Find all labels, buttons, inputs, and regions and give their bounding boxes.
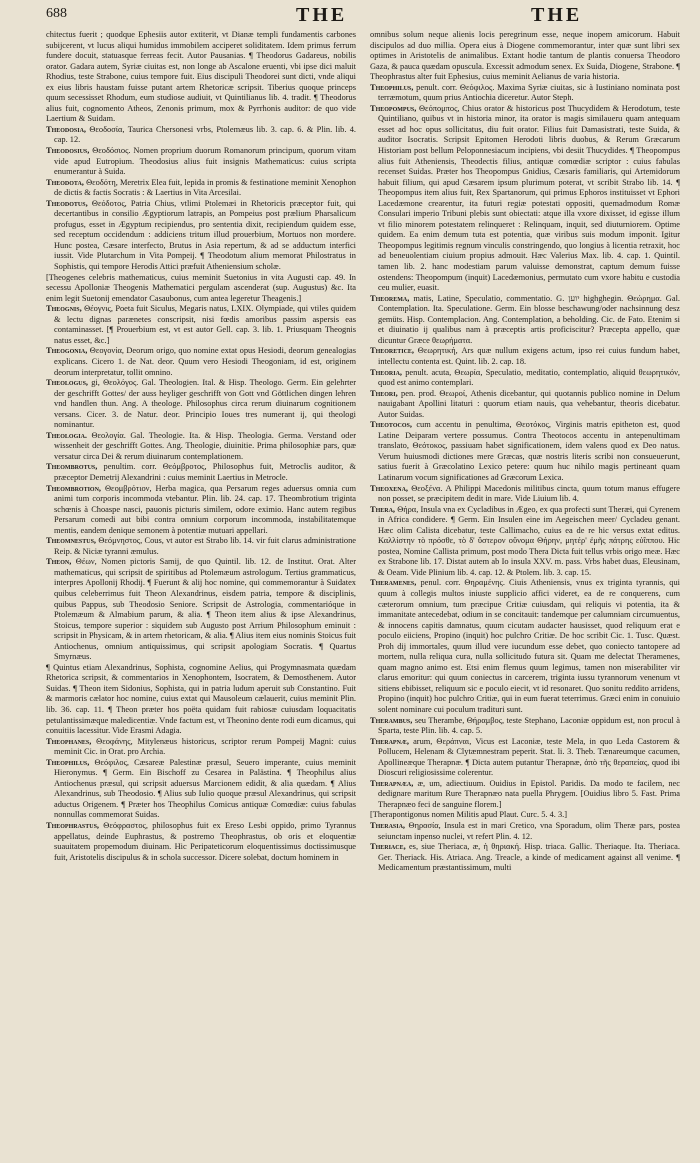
entry-headword: Theramenes,: [370, 578, 417, 588]
entry-text: Θεολογία. Gal. Theologie. Ita. & Hisp. Theologia. Germa. Verstand oder wissenheit der geschrifft Gottes. Ang. Theologie, diuinitie. Prima philosophiæ pars, quæ versatur circa Dei & rerum diuinarum contemplationem.: [54, 430, 357, 461]
dictionary-entry: [370, 505, 680, 579]
entry-text: es, siue Theriaca, æ, ἡ θηριακή. Hisp. triaca. Gallic. Theriaque. Ita. Theriaca. Ger. Theriack. His. Atriaca. Ang. Treacle, a kinde of medicament against all venime. ¶ Medicamentum præstantissimum, multi: [378, 842, 680, 873]
entry-text: Θεόμνηστος, Cous, vt autor est Strabo lib. 14. vir fuit clarus administratione Reip. & Niciæ tyranni æmulus.: [54, 536, 357, 556]
dictionary-entry: [46, 199, 356, 273]
dictionary-entry: [370, 484, 680, 505]
entry-text: Θεοδοσία, Taurica Chersonesi vrbs, Ptolemæus lib. 3. cap. 6. & Plin. lib. 4. cap. 12.: [54, 124, 357, 145]
dictionary-entry: [370, 578, 680, 715]
dictionary-entry: [46, 146, 356, 178]
entry-headword: Thera,: [370, 504, 396, 514]
right-column: [370, 30, 680, 874]
dictionary-entry: [46, 462, 356, 483]
entry-headword: Theombrotus,: [46, 462, 98, 472]
dictionary-entry: [370, 104, 680, 294]
dictionary-entry: [370, 716, 680, 737]
entry-text: Θεομβρότιον, Herba magica, qua Persarum reges aduersus omnia cum animi tum corporis incommoda vtebantur. Plin. lib. 24. cap. 17. Theombrotium triginta schœnis à Choaspe nasci, pauonis picturis similem, odore eximio. Hanc autem regibus Persarum comedi aut bibi contra omnium corporum incommoda, instabilitatemque mentis, eandem denique semonem à potentiæ mutuari appellari.: [54, 483, 357, 535]
entry-headword: Theoria,: [370, 367, 403, 377]
entry-text: Θέων, Nomen pictoris Samij, de quo Quintil. lib. 12. de Institut. Orat. Alter mathematicus, qui scripsit de spiritibus ad Ptolemæum astrologum. Tertius grammaticus, interpres Apollonij Rhodij. ¶ Fuerunt & alij hoc nomine, qui commemorantur à Suidatex quibus celeberrimus fuit Theon Alexandrinus, eisdem patria, tempore & disciplinis, quibus Pappus, sub Theodosio Seniore. Scripsit de Astrologia, commentarióque in Ptolemæum & Almabium parum, & alia. ¶ Theon item alius & ipse Alexandrinus, Stoicus, tempore superior : siquidem sub Augusto post Arrium Philosophum eminuit : scripsit in Physicam, & in artem rhetoricam, & alia. ¶ Alius item eius nominis Stoicus fuit Antiochenus, omnium antiquissimus, qui scripsit apologiam Socratis. ¶ Quartus Smyrnæus.: [54, 557, 357, 662]
dictionary-entry: [46, 821, 356, 863]
entry-headword: Theombrotion,: [46, 483, 102, 493]
entry-text: Θεόφιλος, Cæsareæ Palestinæ præsul, Seuero imperante, cuius meminit Hieronymus. ¶ Germ. Ein Bischoff zu Cesarea in Palästina. ¶ Theophilus alius Antiochenus præsul, qui scripsit aduersus Marcionem edidit, & alia quædam. ¶ Alius Alexandrinus, sub Theodosio. ¶ Alius sub Iulio quoque præsul Alexandrinus, qui scripsit aductus Origenem. ¶ Præter hos Theophilus Comicus antiquæ Comœdiæ: cuius fabulas nonnullas commemorat Suidas.: [54, 757, 357, 820]
entry-text: Θεοδόσιος. Nomen proprium duorum Romanorum principum, quorum vitam vide apud Eutropium. Theodosius alius fuit insignis Mathematicus: cuius scripta enumerantur à Suida.: [54, 146, 356, 177]
entry-text: Θεόφραστος, philosophus fuit ex Ereso Lesbi oppido, primo Tyrannus appellatus, deinde Euphrastus, & postremo Theophrastus, ob oris et eloquentiæ suauitatem propemodum diuinam. Hic Peripateticorum eloquentissimus doctissimusque fuit, Aristotelis discipulus & in schola successor. Dicere solebat, doctum hominem in: [54, 821, 356, 862]
entry-text: Θεωρητική, Ars quæ nullum exigens actum, ipso rei cuius fundum habet, intellectu contenta est. Quint. lib. 2. cap. 18.: [378, 346, 681, 366]
entry-headword: Theogonia,: [46, 346, 88, 356]
entry-text: seu Therambe, Θήραμβος, teste Stephano, Laconiæ oppidum est, non procul à Sparta, teste Plin. lib. 4. cap. 5.: [378, 715, 680, 736]
dictionary-entry: [46, 557, 356, 662]
running-head-right: THE: [531, 4, 583, 26]
dictionary-entry: [46, 536, 356, 557]
entry-text: Θέογνις, Poeta fuit Siculus, Megaris natus, LXIX. Olympiade, qui vtiles quidem & lectu dignas parænetes conscripsit, nisi fœdis amoribus passim aspersis eas contaminasset. [¶ Prouerbium est, vt est autor Gell. cap. 3. lib. 1. Priusquam Theognis natus esset, &c.]: [54, 304, 357, 345]
dictionary-entry: [46, 737, 356, 758]
entry-headword: Theotocos,: [370, 420, 412, 430]
entry-text: ¶ Quintus etiam Alexandrinus, Sophista, cognomine Aelius, qui Progymnasmata quædam Rhetorica scripsit, & commentarios in Xenophontem, Isocratem, & Demosthenem. Autor Suidas. ¶ Theon item Sidonius, Sophista, qui in patria ludum aperuit sub Constantino. Fuit & marmoris cælator hoc nomine, cuius extat qui Mausoleum cælauerit, cuius meminit Plin. lib. 36. cap. 11. ¶ Theon præter hos poëta quidam fuit rabiosæ cuiusdam loquacitatis petulantissimæque maledicentiæ. Vnde factum est, vt Theonino dente rodi eum dicamus, qui conuitiis lacessitur. Vide Erasmi Adagia.: [46, 662, 356, 736]
entry-text: penult. corr. Θεόφιλος. Maxima Syriæ ciuitas, sic à Iustiniano nominata post terræmotum, quum prius Antiochia diceretur. Autor Steph.: [378, 82, 680, 103]
entry-headword: Theophilus,: [46, 757, 90, 767]
entry-headword: Therambus,: [370, 715, 413, 725]
entry-text: Θεογονία, Deorum origo, quo nomine extat opus Hesiodi, deorum genealogias explicans. Cicero 1. de Nat. deor. Quum vero Hesiodi Theogoniam, id est, originem deorum interpretatur, tollit omnino.: [54, 346, 356, 377]
dictionary-entry: [46, 378, 356, 431]
entry-text: gi, Θεολόγος. Gal. Theologien. Ital. & Hisp. Theologo. Germ. Ein gelehrter der geschrifft Gottes/ der auss heyliger geschrifft von Gott vnd Göttlichen dingen lehren vnd handlen thun. Ang. A theologe. Philosophus circa rerum diuinarum cognitionem versans. Cicer. 3. de Natur. deor. Principio Ioues tres numerant ij, qui theologi nominantur.: [54, 378, 357, 430]
dictionary-entry: [46, 125, 356, 146]
dictionary-entry: [370, 810, 680, 821]
dictionary-entry: [46, 30, 356, 125]
dictionary-entry: [370, 294, 680, 347]
page-number: 688: [46, 6, 67, 21]
entry-text: penult. acuta, Θεωρία, Speculatio, meditatio, contemplatio, aliquid θεωρητικόν, quod est animo contemplari.: [378, 367, 680, 388]
entry-text: [Therapontigonus nomen Militis apud Plaut. Curc. 5. 4. 3.]: [370, 810, 568, 820]
entry-text: penultim. corr. Θεόμβροτος, Philosophus fuit, Metroclis auditor, & præceptor Demetrij Alexandrini : cuius meminit Laertius in Metrocle.: [54, 462, 357, 482]
dictionary-entry: [46, 304, 356, 346]
entry-headword: Theodosia,: [46, 124, 87, 134]
page-header: [46, 4, 680, 30]
entry-headword: Theopompus,: [370, 103, 417, 113]
entry-headword: Theophilus,: [370, 82, 414, 92]
dictionary-entry: [370, 30, 680, 83]
entry-headword: Therapnæ,: [370, 736, 410, 746]
entry-text: chitectus fuerit ; quodque Ephesiis autor extiterit, vt Dianæ templi fundamentis carbones subijcerent, vt lucus aliqui humidus immobilem acciperet soliditatem. Idem primus ferrum fundere docuit, statuasque ferreas fecit. Autor Pausanias. ¶ Theodorus Gadareus, nobilis orator. Gadara autem, Syriæ ciuitas est, non longe ab Ascalone eruenti, vbi ipse dici maluit Rhodius, teste Strabone, cuius tempore fuit. Eius discipuli Theodorei sunt dicti, vnde aliqui ex eius libris haustam fuisse putant artem Rhetoricæ scripsit. Tiberius quoque princeps quum secessisset Rhodum, eum studiose audiuit, vt Quintilianus lib. 4. tradit. ¶ Theodorus alius fuit, cognomento Atheos, Zenonis primum, mox & Pyrrhonis auditor: de quo vide Laertium & Suidam.: [46, 30, 356, 124]
entry-headword: Theriace,: [370, 842, 406, 852]
entry-headword: Therasia,: [370, 821, 406, 831]
entry-headword: Theophrastus,: [46, 821, 100, 831]
entry-headword: Theologia.: [46, 430, 88, 440]
entry-text: matis, Latine, Speculatio, commentatio. G. יוען highghegin. Θεώρημα. Gal. Contemplation. Ita. Speculatione. Germ. Ein blosse beschawung/oder nachsinnung desz gemüts. Hisp. Contemplacion. Ang. Contemplation, a beholding. Cic. de Fato. Etenim si et diuinatio ij qualibus nam à præceptis artis proficiscitur? Præcepta appello, quæ dicuntur Græce θεωρήματα.: [378, 293, 680, 345]
dictionary-entry: [46, 663, 356, 737]
entry-text: pen. prod. Θεωροί, Athenis dicebantur, qui quotannis publico nomine in Delum nauigabant Apollini litaturi : quorum etiam nauis, qua vehebantur, theoris dicebatur. Autor Suidas.: [378, 388, 680, 419]
entry-text: Θεόπομπος, Chius orator & historicus post Thucydidem & Herodotum, teste Quintiliano, quibus vt in historia minor, ita orator is magis similaueru quam antequam esset ad hoc opus sollicitatus, diu fuit orator. Filius fuit Damasistrati, teste Suida, & auditor Isocratis. Scripsit Epitomen Herodoti libris duobus, & Rerum Græcarum Historiam post bellum Peloponnesiacum incipiens, vbi desiit Thucydides. ¶ Theopompus alius fuit Atheniensis, Theodectis filius, antiquæ comœdiæ scriptor : cuius fabulas recenset Suidas. Præter hos Theopompus Gnidius, Cæsaris familiaris, qui Artemidorum habuit filium, qui apud Cæsarem ipsum plurimum poterat, vt scribit Strabo lib. 14. ¶ Theopompus item alius fuit, Rex Spartanorum, qui primus Ephoros instituisset vt Ephori Lacedæmone crearentur, ita futuri regiæ potestati oppositi, quemadmodum Romæ Consulari imperio Tribuni plebis sunt obiectati: atque illa vxore dixisset, id egisse illum vt filio minorem potestatem relinqueret : Relinquam, inquit, sed diuturniorem. Optime quidem. Ea enim demum tuta est potentia, quæ viribus suis modum imponit. Igitur Theopompus legitimis regnum vinculis constringendo, quo longius à licentia retraxit, hoc ad beneuolentiam ciuium propius admouit. Hæc Valerius Max. lib. 4. cap. 1. Quintil. tamen lib. 2. hanc modestiam parum valuisse demonstrat, captum demum fuisse ostendens: Theopompum (inquit) Lacedæmonius, permutato cum vxore habitu e custodia ceu mulier, euasit.: [378, 103, 681, 293]
entry-headword: Theodotus,: [46, 198, 88, 208]
dictionary-entry: [46, 346, 356, 378]
entry-text: Θεόδοτος, Patria Chius, vtlimi Ptolemæi in Rhetoricis præceptor fuit, qui decertantibus in consilio Ægyptiorum latrapis, an Pompeius post prælium Pharsalicum profugus, esset in Ægyptum recipiendus, pro sententia dixit, recipiendum quidem esse, sed receptum occidendum : addiciens tritum illud prouerbium, Mortuos non mordere. Hunc postea, Cæsare interfecto, Brutus in Asia repertum, & ad se adductum interfici iussit. Vide Plutarchum in Vita Pompeij. ¶ Theodotum alium memorat Philostratus in Sophistis, qui tempore Herodis Attici præfuit Atheniensium scholæ.: [54, 198, 357, 272]
entry-text: Θήρα, Insula vna ex Cycladibus in Ægeo, ex qua profecti sunt Theræi, qui Cyrenem in Africa condidere. ¶ Germ. Ein Insulen eine im Aegeischen meer/ Cycladeu genant. Hæc olim Calista dicebatur, teste Callimacho, cuius ea de re hic versus extat editus. Καλλίστην τὸ πρόσθε, τὸ δ' ὕστερον οὔνομα Θήρην, μητέρ' ἐμῆς πάτρης εὐΐππου. Hic postea, Nomine Callista primum, post modo Thera Dicta fuit tellus vrbis origo meæ. Hæc ex Strabone lib. 17. Distat autem ab Io insula XXV. m. pass. Vrbs habet duas, Eleusinam, & Oeam. Vide Plinium lib. 4. cap. 12. & Ptolem. lib. 3. cap. 15.: [378, 504, 681, 577]
dictionary-entry: [370, 389, 680, 421]
entry-headword: Theon,: [46, 557, 72, 567]
running-head-left: THE: [296, 4, 348, 26]
entry-headword: Theoxena,: [370, 483, 409, 493]
entry-headword: Theologus,: [46, 378, 89, 388]
entry-headword: Therapnæa,: [370, 778, 414, 788]
entry-text: æ, um, adiectiuum. Ouidius in Epistol. Paridis. Da modo te facilem, nec dedignare maritum Rure Therapnæo nata puella Phrygem. [Ouidius libro 5. Fast. Prima Therapnæo feci de sanguine florem.]: [378, 778, 680, 809]
dictionary-entry: [46, 178, 356, 199]
entry-text: omnibus solum neque alienis locis peregrinum esse, neque inopem amicorum. Habuit discipulos ad duo millia. Opera eius à Diogene commemorantur, inter quæ sunt libri sex optimes in Aristotelis de animalibus. Extant hodie tantum de plantis conuersa Theodoro Gaza, & pauca quædam opuscula. Excessit admodum senex. Ex Suida, Diogene, Strabone. ¶ Theophrastus alter fuit Ephesius, cuius meminit Aelianus de varia historia.: [370, 30, 680, 82]
dictionary-entry: [46, 484, 356, 537]
entry-headword: Theodota,: [46, 177, 84, 187]
entry-text: Θεοξένα. A Philippi Macedonis militibus cincta, quum totum manus effugere non posset, se præcipitem dedit in mare. Vide Liuium lib. 4.: [378, 483, 681, 504]
dictionary-entry: [46, 273, 356, 305]
dictionary-entry: [370, 83, 680, 104]
entry-text: Θεοφάνης, Mitylenæus historicus, scriptor rerum Pompeij Magni: cuius meminit Cic. in Orat. pro Archia.: [54, 736, 356, 757]
entry-headword: Theodosius,: [46, 146, 90, 156]
dictionary-entry: [370, 368, 680, 389]
entry-headword: Theori,: [370, 388, 398, 398]
entry-headword: Theomnestus,: [46, 536, 97, 546]
entry-text: cum accentu in penultima, Θεοτόκος, Virginis matris epitheton est, quod Latine Deiparam vertere possumus. Contra Theotocos accentu in antepenultimam translato, Θεότοκος, passiuam habet significationem, idem valens quod ex Deo natus. Verum huiusmodi dictiones mere Græcas, quæ nostris literis scribi non consueuerunt, satius fuerit à Græcolatino Lexico petere: quum huc nihilo magis pertineant quam Latinarum vocum significationes ad Græcorum Lexica.: [378, 420, 680, 482]
dictionary-entry: [370, 842, 680, 874]
dictionary-entry: [370, 346, 680, 367]
dictionary-entry: [46, 758, 356, 821]
dictionary-entry: [46, 431, 356, 463]
dictionary-entry: [370, 420, 680, 483]
entry-headword: Theorema,: [370, 293, 410, 303]
entry-text: arum, Θεράπναι, Vicus est Laconiæ, teste Mela, in quo Leda Castorem & Pollucem, Helenam & Clytæmnestram peperit. Stat. li. 3. Theb. Tænareumque cacumen, Apollineæque Therapnæ. ¶ Dicta autem putantur Therapnæ, ἀπὸ τῆς θεραπείας, quod ibi Dioscuri religiosissime colerentur.: [378, 736, 681, 778]
entry-headword: Theoretice,: [370, 346, 415, 356]
dictionary-entry: [370, 737, 680, 779]
entry-text: Θηρασία, Insula est in mari Cretico, vna Sporadum, olim Theræ pars, postea seiunctam inpenso nuclei, vt refert Plin. 4. 12.: [378, 821, 681, 841]
entry-headword: Theophanes,: [46, 736, 92, 746]
entry-headword: Theognis,: [46, 304, 82, 314]
left-column: [46, 30, 356, 874]
entry-text: penul. corr. Θηραμένης. Ciuis Atheniensis, vnus ex triginta tyrannis, qui quum à collegis multos iniuste supplicio affici videret, ea de re conquerens, cum cæterorum omnium, tum præcipue Critiæ cuiusdam, qui reliquis vi potentia, ita & immanitate antecedebat, odium in se concitauit: tandemque per calumniam circumuentus, & innocens capitis damnatus, quum cicutam audacter hausisset, quod reliquum erat e poculo eiiciens, Propino (inquit) hoc pulchro Critiæ. De hoc scribit Cic. 1. Tusc. Quæst. Proh dij immortales, quum illud vere iucundum esse debet, quo coniecto tantopere ad mortem, nulla reliqua cura, nulla sollicitudo futura sit. Quam me delectat Theramenes, quam magno animo est. Etsi enim flemus quum legimus, tamen non miserabiliter vir clarus emoritur: qui quum coniectus in carcerem, triginta iussu tyrannorum venenum vt sitiens ebibisset, reliquum sic e poculo eiecit, vt id resonaret. Quo sonitu reddito arridens, Propino (inquit) hoc pulchro Critiæ, qui in eum fuerat teterrimus. Græci enim in conuiuio solent nominare cui poculum tradituri sunt.: [378, 578, 681, 714]
dictionary-entry: [370, 779, 680, 811]
dictionary-entry: [370, 821, 680, 842]
entry-text: [Theogenes celebris mathematicus, cuius meminit Suetonius in vita Augusti cap. 49. In secessu Apolloniæ Theogenis Mathematici pergulam ascenderat (sup. Augustus) &c. Ita enim legit Suetonij emendator Casaubonus, cum antea legeretur Theagenis.]: [46, 272, 356, 303]
entry-text: Θεοδότη, Meretrix Elea fuit, lepida in promis & festinatione meminit Xenophon de dictis & factis Socratis : & Laertius in Vita Arcesilai.: [54, 177, 356, 198]
